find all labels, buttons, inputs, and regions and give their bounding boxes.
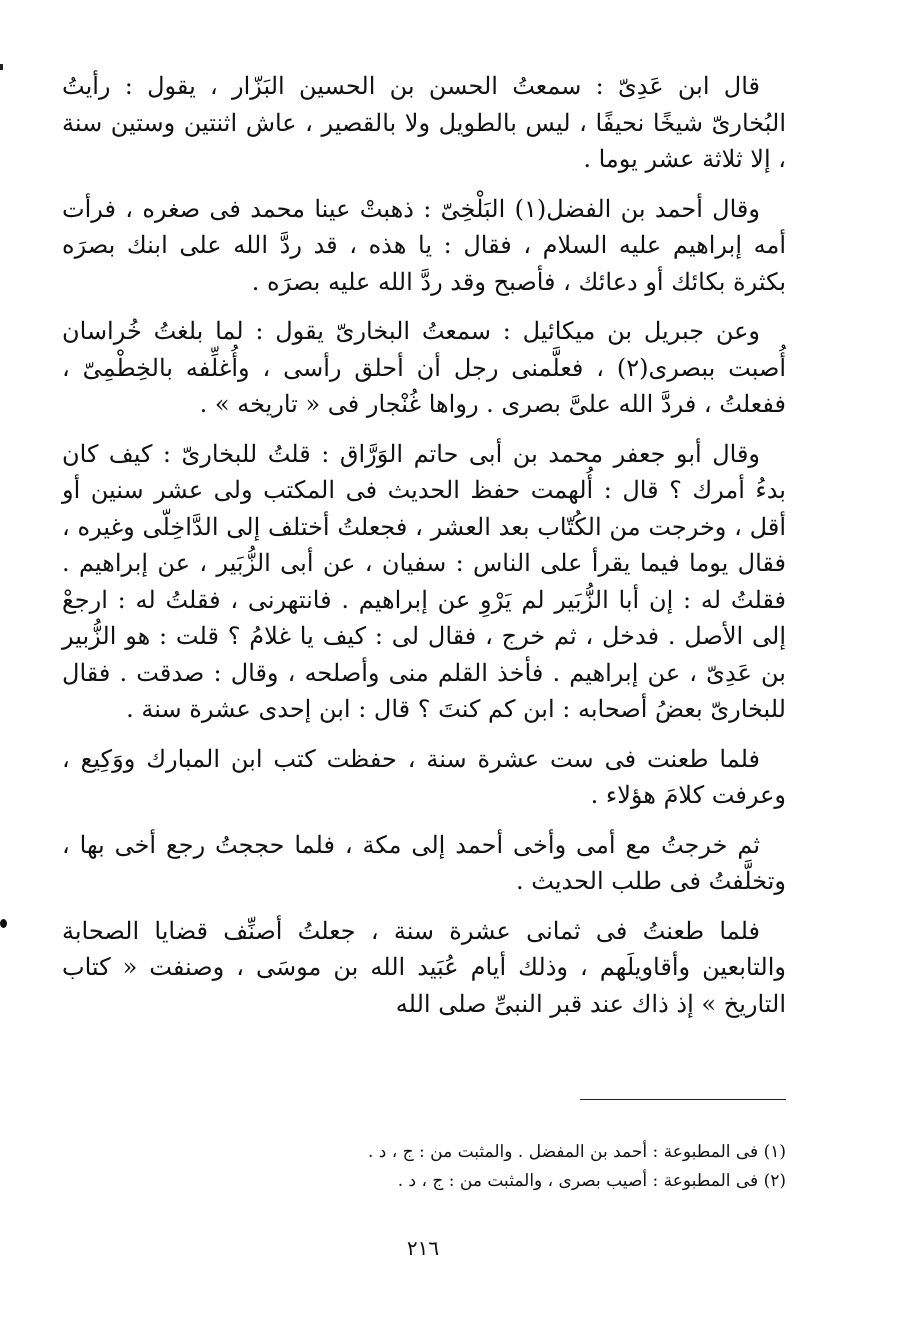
paragraph: فلما طعنتُ فى ثمانى عشرة سنة ، جعلتُ أصنِّف قضايا الصحابة والتابعين وأقاويلَهم ، وذلك أيام عُبَيد الله بن موسَى ، وصنفت « كتاب التاريخ » إذ ذاك عند قبر النبىِّ صلى الله (62, 916, 786, 1018)
scan-mark (0, 64, 3, 70)
paragraph: وقال أحمد بن الفضل(١) البَلْخِىّ : ذهبتْ عينا محمد فى صغره ، فرأت أمه إبراهيم عليه السلام ، فقال : يا هذه ، قد ردَّ الله على ابنك بصرَه بكثرة بكائك أو دعائك ، فأصبح وقد ردَّ الله عليه بصرَه . (62, 194, 786, 296)
paragraph: ثم خرجتُ مع أمى وأخى أحمد إلى مكة ، فلما حججتُ رجع أخى بها ، وتخلَّفتُ فى طلب الحديث . (62, 830, 786, 895)
paragraph: قال ابن عَدِىّ : سمعتُ الحسن بن الحسين البَزّار ، يقول : رأيتُ البُخارىّ شيخًا نحيفًا ، ليس بالطويل ولا بالقصير ، عاش اثنتين وستين سنة ، إلا ثلاثة عشر يوما . (62, 72, 786, 173)
paragraph: وعن جبريل بن ميكائيل : سمعتُ البخارىّ يقول : لما بلغتُ خُراسان أُصبت ببصرى(٢) ، فعلَّمنى رجل أن أحلق رأسى ، وأُغلِّفه بالخِطْمِىّ ، ففعلتُ ، فردَّ الله علىَّ بصرى . رواها غُنْجار فى « تاريخه » . (62, 317, 786, 418)
paragraph: وقال أبو جعفر محمد بن أبى حاتم الوَرَّاق : قلتُ للبخارىّ : كيف كان بدءُ أمرك ؟ قال : أُلهمت حفظ الحديث فى المكتب ولى عشر سنين أو أقل ، وخرجت من الكُتّاب بعد العشر ، فجعلتُ أختلف إلى الدَّاخِلّى وغيره ، فقال يوما فيما يقرأ على الناس : سفيان ، عن أبى الزُّبَير ، عن إبراهيم . فقلتُ له : إن أبا الزُّبَير لم يَرْوِ عن إبراهيم . فانتهرنى ، فقلتُ له : ارجعْ إلى الأصل . فدخل ، ثم خرج ، فقال لى : كيف يا غلامُ ؟ قلت : هو الزُّبير بن عَدِىّ ، عن إبراهيم . فأخذ القلم منى وأصلحه ، وقال : صدقت . فقال للبخارىّ بعضُ أصحابه : ابن كم كنتَ ؟ قال : ابن إحدى عشرة سنة . (62, 439, 786, 723)
footnote-separator (580, 1099, 786, 1100)
paragraph: فلما طعنت فى ست عشرة سنة ، حفظت كتب ابن المبارك ووَكِيع ، وعرفت كلامَ هؤلاء . (62, 744, 786, 809)
page-number: ٢١٦ (406, 1236, 440, 1260)
main-text (62, 68, 786, 1035)
scan-dot (0, 919, 7, 928)
footnote: (١) فى المطبوعة : أحمد بن المفضل . والمثبت من : ج ، د . (367, 1142, 786, 1162)
footnotes (160, 1138, 786, 1196)
footnote: (٢) فى المطبوعة : أصيب بصرى ، والمثبت من : ج ، د . (397, 1171, 786, 1191)
